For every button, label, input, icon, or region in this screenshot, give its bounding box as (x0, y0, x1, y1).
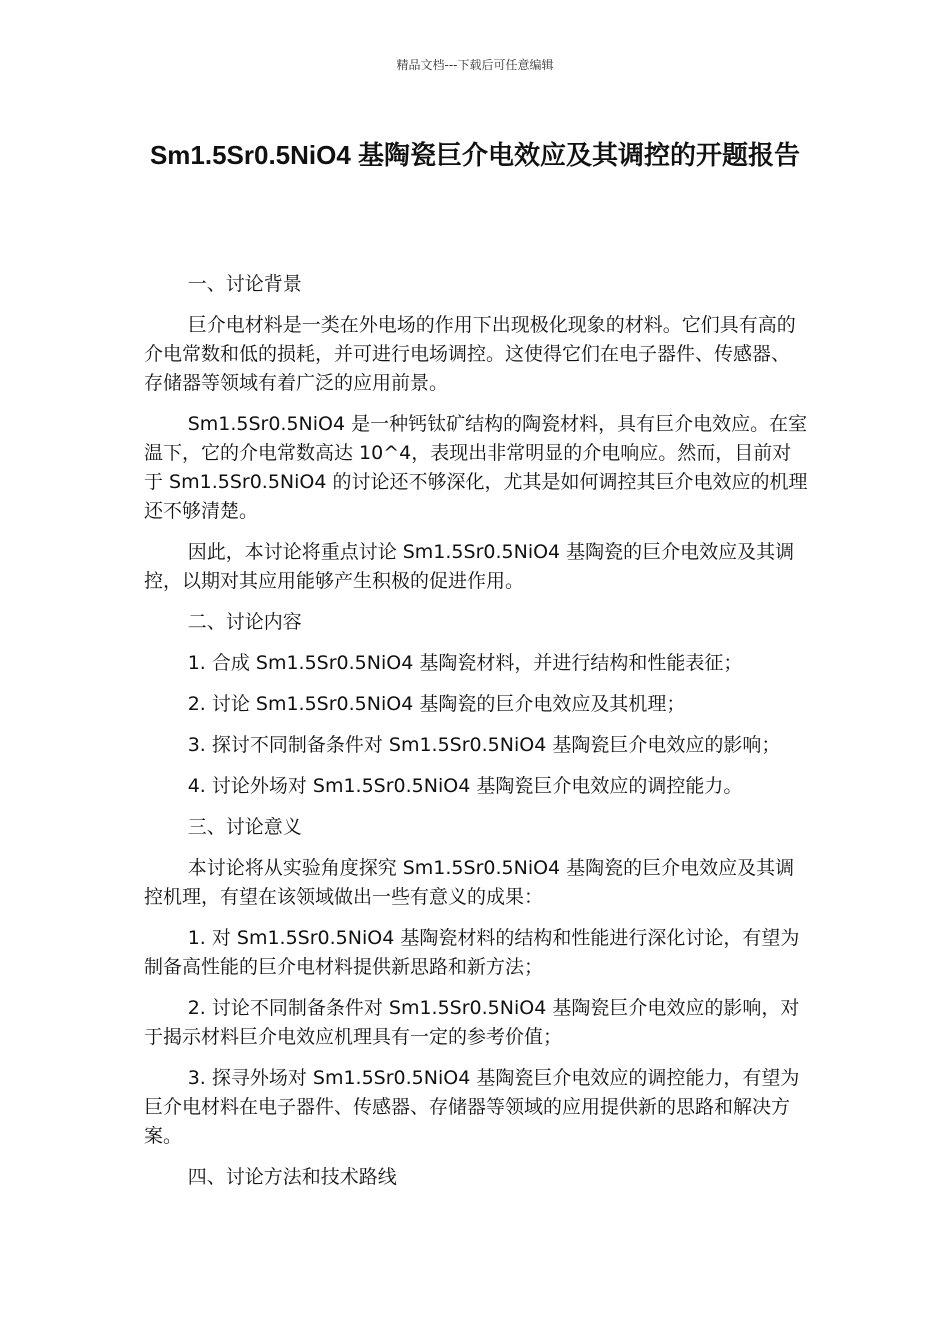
list-item: 1. 合成 Sm1.5Sr0.5NiO4 基陶瓷材料，并进行结构和性能表征； (187, 652, 743, 674)
document-body (144, 270, 808, 1204)
paragraph: Sm1.5Sr0.5NiO4 是一种钙钛矿结构的陶瓷材料，具有巨介电效应。在室温下，它的介电常数高达 10^4，表现出非常明显的介电响应。然而，目前对于 Sm1.5Sr0.5NiO4 的讨论还不够深化，尤其是如何调控其巨介电效应的机理还不够清楚。 (144, 413, 808, 522)
section-heading-content: 二、讨论内容 (187, 611, 302, 633)
list-item: 1. 对 Sm1.5Sr0.5NiO4 基陶瓷材料的结构和性能进行深化讨论，有望为制备高性能的巨介电材料提供新思路和新方法； (144, 927, 800, 978)
header-note: 精品文档---下载后可任意编辑 (396, 58, 554, 72)
paragraph: 本讨论将从实验角度探究 Sm1.5Sr0.5NiO4 基陶瓷的巨介电效应及其调控机理，有望在该领域做出一些有意义的成果： (144, 857, 795, 908)
list-item: 3. 探讨不同制备条件对 Sm1.5Sr0.5NiO4 基陶瓷巨介电效应的影响； (187, 734, 781, 756)
list-item: 2. 讨论 Sm1.5Sr0.5NiO4 基陶瓷的巨介电效应及其机理； (187, 693, 686, 715)
list-item: 4. 讨论外场对 Sm1.5Sr0.5NiO4 基陶瓷巨介电效应的调控能力。 (187, 775, 743, 797)
section-heading-significance: 三、讨论意义 (187, 816, 302, 838)
document-title: Sm1.5Sr0.5NiO4 基陶瓷巨介电效应及其调控的开题报告 (149, 140, 801, 170)
section-heading-background: 一、讨论背景 (187, 273, 302, 295)
section-heading-methods: 四、讨论方法和技术路线 (187, 1166, 397, 1188)
paragraph: 巨介电材料是一类在外电场的作用下出现极化现象的材料。它们具有高的介电常数和低的损耗，并可进行电场调控。这使得它们在电子器件、传感器、存储器等领域有着广泛的应用前景。 (144, 314, 796, 394)
paragraph: 因此，本讨论将重点讨论 Sm1.5Sr0.5NiO4 基陶瓷的巨介电效应及其调控，以期对其应用能够产生积极的促进作用。 (144, 541, 795, 592)
list-item: 2. 讨论不同制备条件对 Sm1.5Sr0.5NiO4 基陶瓷巨介电效应的影响，对于揭示材料巨介电效应机理具有一定的参考价值； (144, 997, 800, 1048)
list-item: 3. 探寻外场对 Sm1.5Sr0.5NiO4 基陶瓷巨介电效应的调控能力，有望为巨介电材料在电子器件、传感器、存储器等领域的应用提供新的思路和解决方案。 (144, 1067, 800, 1147)
